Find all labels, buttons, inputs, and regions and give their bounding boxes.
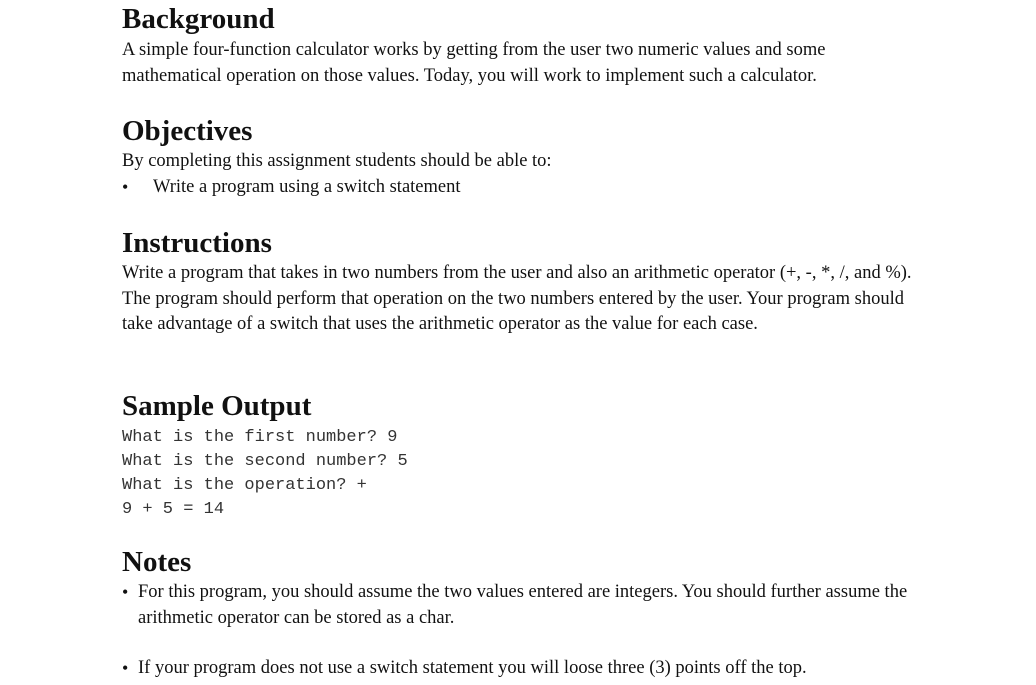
notes-list-item: [122, 656, 922, 682]
console-line: What is the second number? 5: [122, 452, 408, 471]
instructions-text: Write a program that takes in two numbers from the user and also an arithmetic operator (+, -, *, /, and %). The program should perform that operation on the two numbers entered by the user. Your program should take advantage of a switch that uses the arithmetic operator as the value for each case.: [122, 263, 912, 334]
objectives-intro: By completing this assignment students should be able to:: [122, 151, 552, 171]
objectives-list: [122, 175, 922, 201]
background-text: A simple four-function calculator works by getting from the user two numeric values and some mathematical operation on those values. Today, you will work to implement such a calculator.: [122, 40, 826, 86]
notes-list: [122, 580, 922, 682]
background-heading: Background: [122, 3, 275, 35]
console-line: What is the first number? 9: [122, 428, 398, 447]
notes-item-text: For this program, you should assume the two values entered are integers. You should further assume the arithmetic operator can be stored as a char.: [138, 582, 908, 628]
objectives-item-text: Write a program using a switch statement: [153, 176, 461, 197]
notes-heading: Notes: [122, 546, 192, 578]
bullet-icon: •: [122, 658, 129, 678]
sample-output-console: [122, 426, 922, 522]
bullet-icon: •: [122, 176, 129, 197]
notes-item-text: If your program does not use a switch statement you will loose three (3) points off the top.: [138, 658, 807, 678]
background-section: [122, 1, 922, 89]
objectives-list-item: [122, 175, 922, 201]
notes-list-item: [122, 580, 922, 631]
instructions-section: [122, 225, 922, 338]
sample-output-heading: Sample Output: [122, 390, 312, 422]
console-line: What is the operation? +: [122, 476, 367, 495]
instructions-heading: Instructions: [122, 227, 272, 259]
objectives-section: [122, 113, 922, 200]
bullet-icon: •: [122, 582, 129, 602]
objectives-heading: Objectives: [122, 115, 253, 147]
sample-output-section: [122, 388, 922, 522]
notes-section: [122, 544, 922, 682]
console-line: 9 + 5 = 14: [122, 500, 225, 519]
